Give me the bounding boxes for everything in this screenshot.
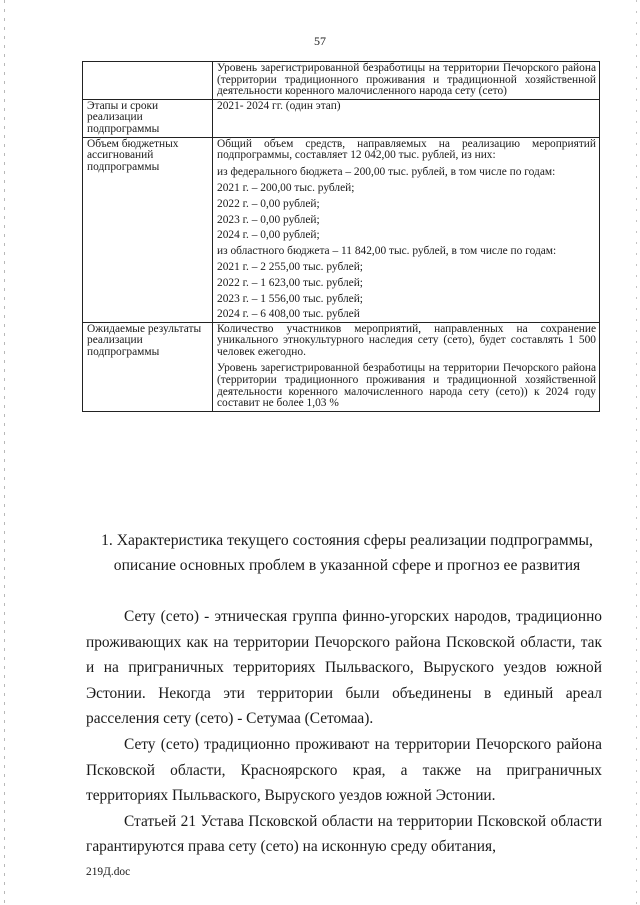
cell-paragraph: из федерального бюджета – 200,00 тыс. рублей, в том числе по годам: (217, 165, 556, 178)
cell-paragraph: 2021- 2024 гг. (один этап) (217, 99, 341, 112)
cell-paragraph: Количество участников мероприятий, направленных на сохранение уникального этнокультурного наследия сету (сето), будет составлять 1 500 человек ежегодно. (217, 322, 596, 358)
body-text (86, 604, 602, 860)
scan-edge-right (636, 0, 637, 905)
scan-edge-left (4, 0, 5, 905)
row-value (213, 322, 600, 411)
row-value (213, 62, 600, 100)
cell-paragraph: Уровень зарегистрированной безработицы на территории Печорского района (территории традиционного проживания и традиционной хозяйственной деятельности коренного малочисленного народа сету (сето) (217, 62, 596, 98)
cell-paragraph: из областного бюджета – 11 842,00 тыс. рублей, в том числе по годам: (217, 244, 557, 257)
row-label: Этапы и сроки реализации подпрограммы (83, 99, 213, 137)
page-number: 57 (314, 34, 326, 48)
table-row (83, 62, 600, 100)
section-heading: 1. Характеристика текущего состояния сферы реализации подпрограммы, описание основных проблем в указанной сфере и прогноз ее развития (101, 532, 593, 574)
cell-paragraph: 2021 г. – 2 255,00 тыс. рублей; (217, 261, 363, 274)
body-paragraph: Сету (сето) традиционно проживают на территории Печорского района Псковской области, Красноярского края, а также на приграничных территориях Пыльваского, Выруского уездов южной Эстонии. (86, 735, 602, 805)
body-paragraph: Статьей 21 Устава Псковской области на территории Псковской области гарантируются права сету (сето) на исконную среду обитания, (86, 812, 602, 856)
row-label (83, 62, 213, 100)
body-paragraph: Сету (сето) - этническая группа финно-угорских народов, традиционно проживающих как на территории Печорского района Псковской области, так и на приграничных территориях Пыльваского, Выруского уездов южной Эстонии. Некогда эти территории были объединены в единый ареал расселения сету (сето) - Сетумаа (Сетомаа). (86, 608, 602, 728)
row-value (213, 99, 600, 137)
row-label: Объем бюджетных ассигнований подпрограммы (83, 137, 213, 322)
cell-paragraph: 2021 г. – 200,00 тыс. рублей; (217, 182, 355, 195)
cell-paragraph: 2024 г. – 0,00 рублей; (217, 229, 320, 242)
subprogram-passport-table (82, 61, 600, 412)
row-label: Ожидаемые результаты реализации подпрограммы (83, 322, 213, 411)
table-row (83, 322, 600, 411)
cell-paragraph: 2022 г. – 0,00 рублей; (217, 197, 320, 210)
cell-paragraph: 2022 г. – 1 623,00 тыс. рублей; (217, 276, 363, 289)
table-row (83, 137, 600, 322)
cell-paragraph: Уровень зарегистрированной безработицы на территории Печорского района (территории традиционного проживания и традиционной хозяйственной деятельности коренного малочисленного народа сету (сето)) к 2024 году составит не более 1,03 % (217, 362, 596, 410)
cell-paragraph: 2024 г. – 6 408,00 тыс. рублей (217, 308, 360, 321)
cell-paragraph: Общий объем средств, направляемых на реализацию мероприятий подпрограммы, составляет 12 042,00 тыс. рублей, из них: (217, 137, 596, 162)
cell-paragraph: 2023 г. – 1 556,00 тыс. рублей; (217, 292, 363, 305)
footer-filename: 219Д.doc (86, 866, 131, 878)
cell-paragraph: 2023 г. – 0,00 рублей; (217, 213, 320, 226)
table-row (83, 99, 600, 137)
row-value (213, 137, 600, 322)
